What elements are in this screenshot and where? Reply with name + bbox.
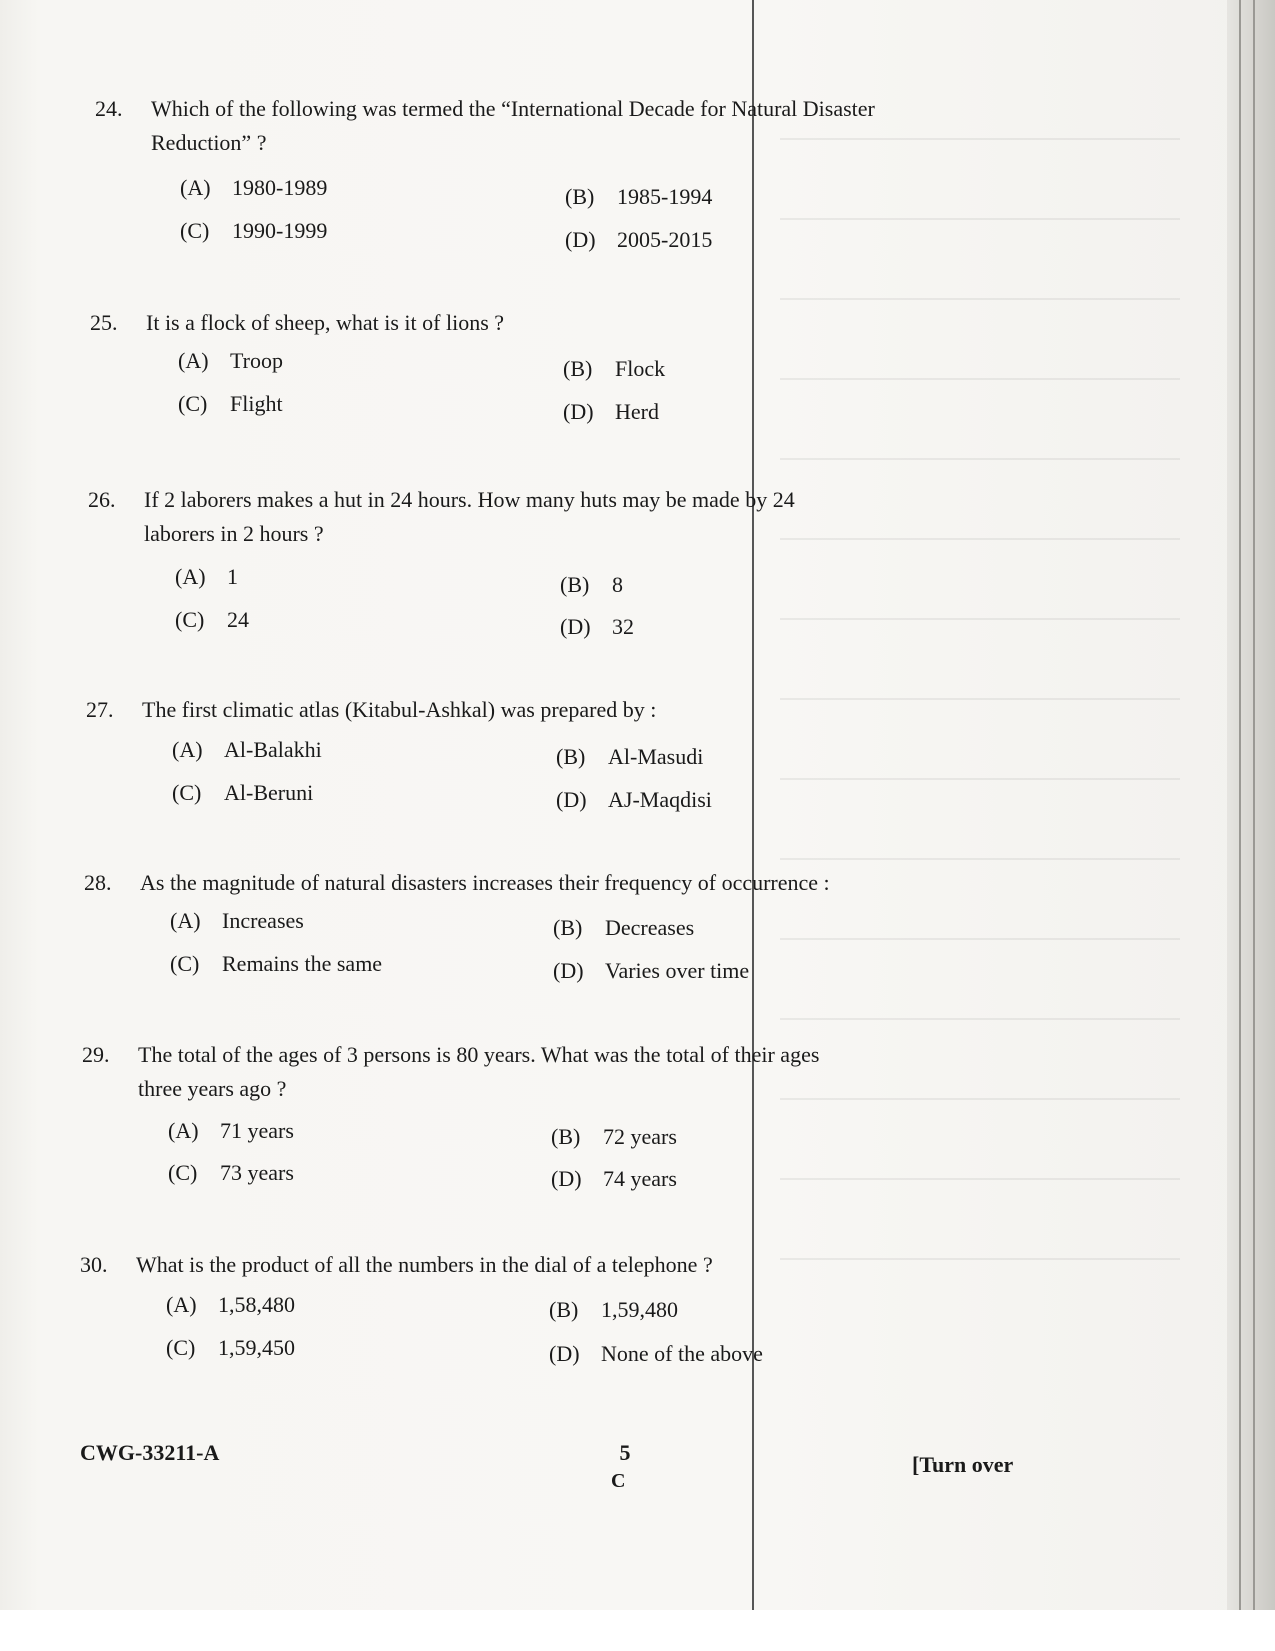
option-text: 1,59,450 xyxy=(218,1335,295,1360)
option-label: (B) xyxy=(556,744,586,769)
option-text: 1990-1999 xyxy=(232,218,328,243)
option-d[interactable] xyxy=(556,787,712,813)
option-text: Al-Masudi xyxy=(608,744,704,769)
question-text: The first climatic atlas (Kitabul-Ashkal) was prepared by : xyxy=(142,697,657,722)
option-label: (D) xyxy=(556,787,587,812)
option-text: 32 xyxy=(612,614,634,639)
turn-over-note: [Turn over xyxy=(912,1452,1014,1477)
question-text: It is a flock of sheep, what is it of lions ? xyxy=(146,310,505,335)
option-text: 1,59,480 xyxy=(601,1297,678,1322)
option-c[interactable] xyxy=(180,218,327,244)
option-text: Remains the same xyxy=(222,951,383,976)
question-text: If 2 laborers makes a hut in 24 hours. How many huts may be made by 24 laborers in 2 hours ? xyxy=(144,487,795,546)
option-b[interactable] xyxy=(563,356,665,382)
option-label: (C) xyxy=(168,1160,198,1185)
option-a[interactable] xyxy=(180,175,327,201)
option-label: (C) xyxy=(170,951,200,976)
option-c[interactable] xyxy=(168,1160,294,1186)
option-text: 1,58,480 xyxy=(218,1292,295,1317)
question-number: 27. xyxy=(86,697,114,722)
option-label: (C) xyxy=(166,1335,196,1360)
question-number: 30. xyxy=(80,1252,108,1277)
option-text: Al-Beruni xyxy=(224,780,314,805)
question-text: What is the product of all the numbers in the dial of a telephone ? xyxy=(136,1252,713,1277)
question-text: Which of the following was termed the “International Decade for Natural Disaster Reduction” ? xyxy=(151,96,875,155)
option-text: 2005-2015 xyxy=(617,227,713,252)
option-text: 1 xyxy=(227,564,238,589)
option-a[interactable] xyxy=(178,348,283,374)
option-a[interactable] xyxy=(172,737,322,763)
option-label: (D) xyxy=(553,958,584,983)
option-label: (D) xyxy=(560,614,591,639)
option-a[interactable] xyxy=(168,1118,294,1144)
option-label: (C) xyxy=(178,391,208,416)
option-label: (C) xyxy=(180,218,210,243)
question-number: 28. xyxy=(84,870,112,895)
option-label: (A) xyxy=(170,908,201,933)
option-label: (B) xyxy=(551,1124,581,1149)
option-text: AJ-Maqdisi xyxy=(608,787,712,812)
question-number: 26. xyxy=(88,487,116,512)
question-text: As the magnitude of natural disasters increases their frequency of occurrence : xyxy=(140,870,830,895)
option-text: None of the above xyxy=(601,1341,763,1366)
option-text: Al-Balakhi xyxy=(224,737,322,762)
option-label: (A) xyxy=(175,564,206,589)
option-a[interactable] xyxy=(170,908,304,934)
option-b[interactable] xyxy=(553,915,694,941)
option-text: Varies over time xyxy=(605,958,750,983)
option-b[interactable] xyxy=(556,744,703,770)
option-text: 24 xyxy=(227,607,249,632)
option-b[interactable] xyxy=(549,1297,678,1323)
option-label: (A) xyxy=(178,348,209,373)
option-label: (B) xyxy=(563,356,593,381)
option-text: 72 years xyxy=(603,1124,677,1149)
option-text: 8 xyxy=(612,572,623,597)
option-text: Herd xyxy=(615,399,659,424)
option-d[interactable] xyxy=(549,1341,763,1367)
paper-code: CWG-33211-A xyxy=(80,1440,220,1465)
option-d[interactable] xyxy=(563,399,659,425)
option-label: (A) xyxy=(172,737,203,762)
option-b[interactable] xyxy=(565,184,712,210)
bottom-margin xyxy=(0,1610,1275,1651)
option-d[interactable] xyxy=(551,1166,677,1192)
option-label: (D) xyxy=(549,1341,580,1366)
option-text: Flight xyxy=(230,391,283,416)
page-mark: C xyxy=(611,1470,626,1492)
option-b[interactable] xyxy=(560,572,623,598)
option-label: (C) xyxy=(175,607,205,632)
option-text: 1985-1994 xyxy=(617,184,713,209)
option-text: Increases xyxy=(222,908,304,933)
option-text: 71 years xyxy=(220,1118,294,1143)
option-text: Flock xyxy=(615,356,666,381)
option-label: (D) xyxy=(551,1166,582,1191)
question-number: 29. xyxy=(82,1042,110,1067)
option-label: (B) xyxy=(560,572,590,597)
option-d[interactable] xyxy=(565,227,712,253)
question-number: 25. xyxy=(90,310,118,335)
option-label: (A) xyxy=(166,1292,197,1317)
option-label: (B) xyxy=(553,915,583,940)
option-text: 1980-1989 xyxy=(232,175,328,200)
option-d[interactable] xyxy=(553,958,749,984)
option-label: (C) xyxy=(172,780,202,805)
option-label: (D) xyxy=(565,227,596,252)
option-label: (A) xyxy=(180,175,211,200)
option-label: (D) xyxy=(563,399,594,424)
option-text: Decreases xyxy=(605,915,695,940)
page-edge xyxy=(1227,0,1275,1651)
option-text: 74 years xyxy=(603,1166,677,1191)
option-a[interactable] xyxy=(166,1292,295,1318)
option-label: (B) xyxy=(565,184,595,209)
option-b[interactable] xyxy=(551,1124,677,1150)
option-label: (A) xyxy=(168,1118,199,1143)
fold-line xyxy=(752,0,754,1610)
option-c[interactable] xyxy=(175,607,249,633)
option-a[interactable] xyxy=(175,564,238,590)
option-text: 73 years xyxy=(220,1160,294,1185)
option-c[interactable] xyxy=(166,1335,295,1361)
question-text: The total of the ages of 3 persons is 80 years. What was the total of their ages three years ago ? xyxy=(138,1042,820,1101)
option-text: Troop xyxy=(230,348,283,373)
option-c[interactable] xyxy=(172,780,313,806)
page-number: 5 xyxy=(619,1440,631,1465)
option-d[interactable] xyxy=(560,614,634,640)
question-number: 24. xyxy=(95,96,123,121)
option-c[interactable] xyxy=(178,391,283,417)
option-label: (B) xyxy=(549,1297,579,1322)
option-c[interactable] xyxy=(170,951,382,977)
